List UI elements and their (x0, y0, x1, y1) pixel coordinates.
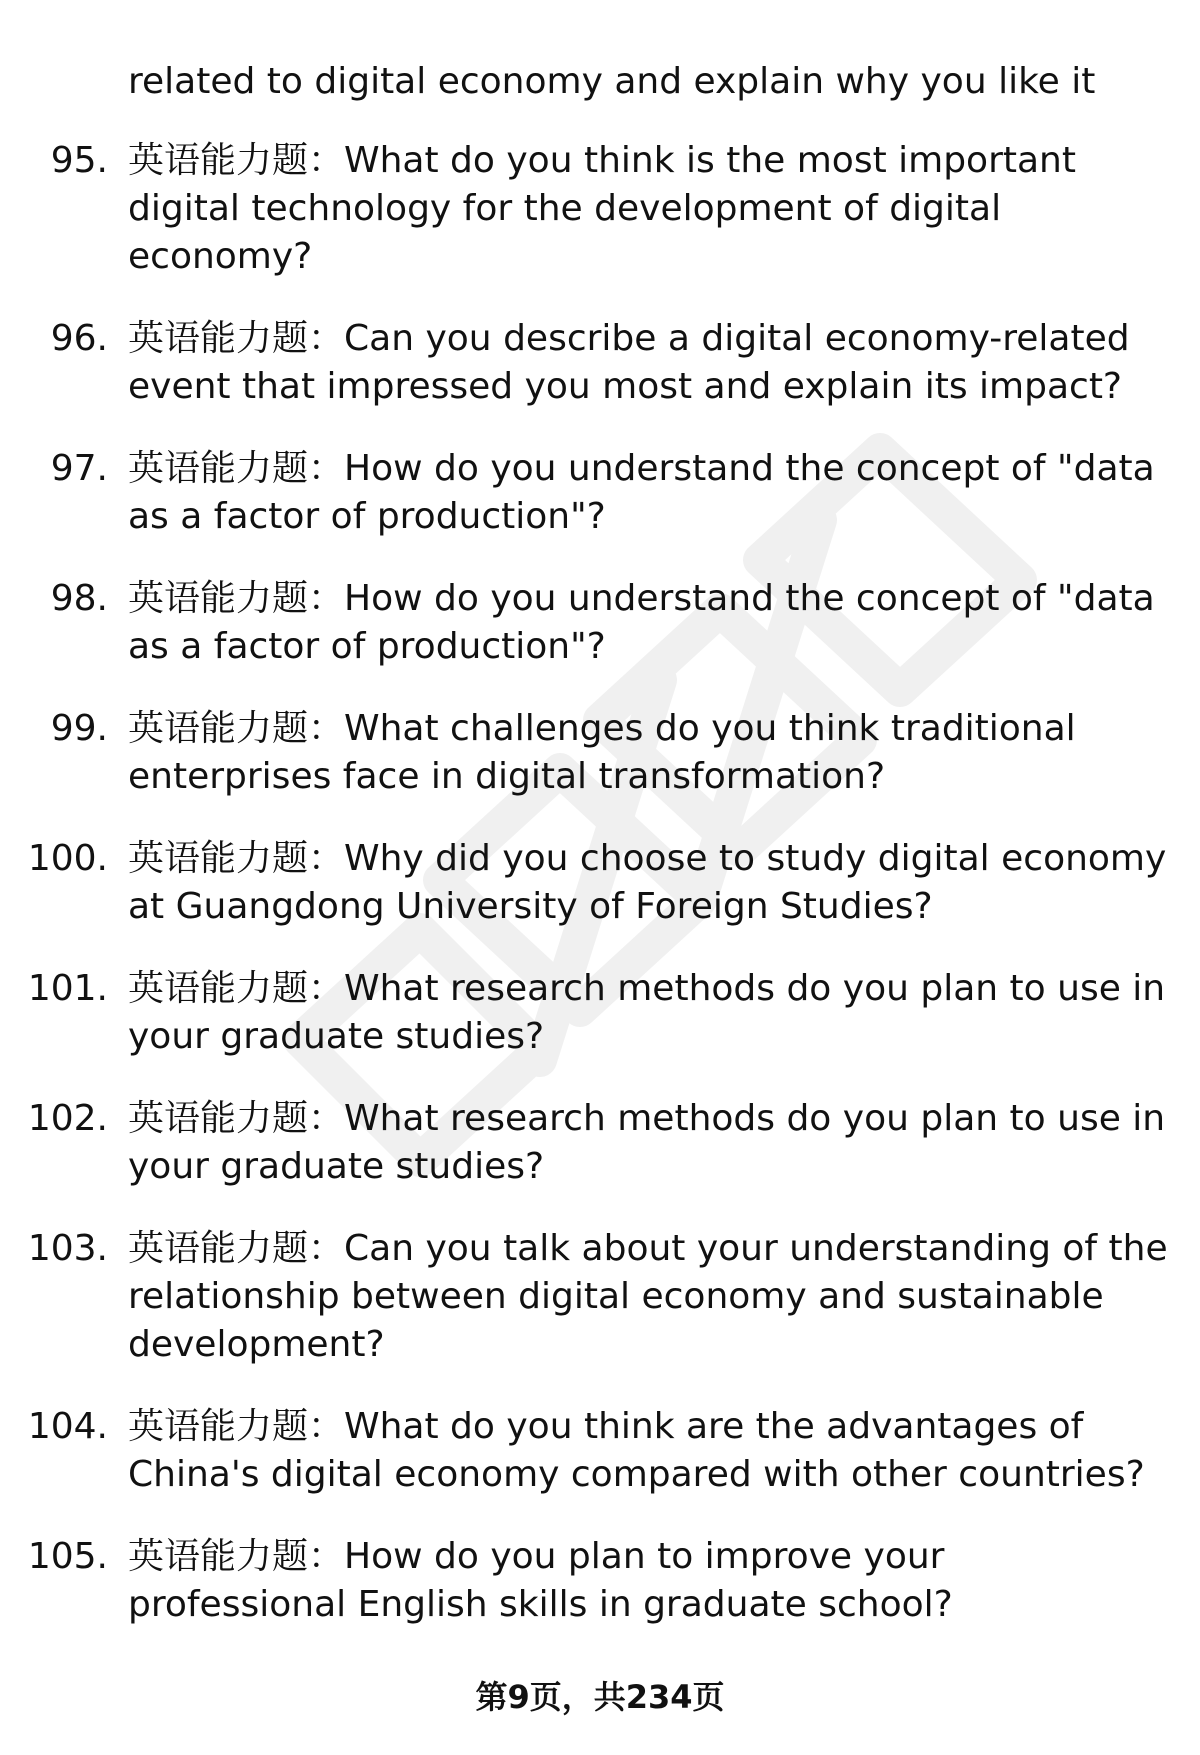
question-text: How do you understand the concept of "data as a factor of production"? (128, 578, 1155, 667)
question-item (0, 1533, 1200, 1629)
question-body (128, 965, 1172, 1061)
question-item (0, 1095, 1200, 1191)
question-tag: 英语能力题： (128, 448, 345, 489)
question-text: What research methods do you plan to use in your graduate studies? (128, 1098, 1166, 1187)
question-tag: 英语能力题： (128, 1228, 345, 1269)
question-text: What research methods do you plan to use in your graduate studies? (128, 968, 1166, 1057)
question-item (0, 137, 1200, 281)
question-item (0, 445, 1200, 541)
question-item (0, 575, 1200, 671)
page-footer: 第9页，共234页 (475, 1678, 725, 1716)
question-number: 102. (27, 1098, 108, 1139)
question-body (128, 1533, 1172, 1629)
question-body (128, 137, 1172, 281)
question-number: 96. (50, 318, 108, 359)
question-item (0, 1225, 1200, 1369)
question-number: 101. (27, 968, 108, 1009)
question-text: How do you plan to improve your professional English skills in graduate school? (128, 1536, 953, 1625)
question-item (0, 315, 1200, 411)
question-text: Can you talk about your understanding of the relationship between digital economy and sustainable development? (128, 1228, 1168, 1365)
question-number: 105. (27, 1536, 108, 1577)
question-number: 95. (50, 140, 108, 181)
question-tag: 英语能力题： (128, 708, 345, 749)
question-tag: 英语能力题： (128, 578, 345, 619)
question-tag: 英语能力题： (128, 838, 345, 879)
question-tag: 英语能力题： (128, 968, 345, 1009)
question-body (128, 1225, 1172, 1369)
question-body (128, 575, 1172, 671)
question-number: 99. (50, 708, 108, 749)
continued-question-text: related to digital economy and explain why you like it (128, 61, 1096, 102)
question-item (0, 835, 1200, 931)
question-tag: 英语能力题： (128, 140, 345, 181)
question-number: 98. (50, 578, 108, 619)
question-body (128, 705, 1172, 801)
question-tag: 英语能力题： (128, 318, 345, 359)
question-tag: 英语能力题： (128, 1098, 345, 1139)
question-text: How do you understand the concept of "data as a factor of production"? (128, 448, 1155, 537)
question-text: What do you think are the advantages of China's digital economy compared with other countries? (128, 1406, 1145, 1495)
question-tag: 英语能力题： (128, 1536, 345, 1577)
question-number: 100. (27, 838, 108, 879)
question-text: Why did you choose to study digital economy at Guangdong University of Foreign Studies? (128, 838, 1167, 927)
question-item (0, 965, 1200, 1061)
question-text: Can you describe a digital economy-related event that impressed you most and explain its impact? (128, 318, 1130, 407)
question-item (0, 705, 1200, 801)
question-number: 104. (27, 1406, 108, 1447)
question-item (0, 1403, 1200, 1499)
question-tag: 英语能力题： (128, 1406, 345, 1447)
question-text: What do you think is the most important digital technology for the development of digital economy? (128, 140, 1076, 277)
question-number: 103. (27, 1228, 108, 1269)
question-body (128, 1095, 1172, 1191)
question-body (128, 1403, 1172, 1499)
question-number: 97. (50, 448, 108, 489)
question-list (0, 137, 1200, 1663)
question-body (128, 835, 1172, 931)
question-text: What challenges do you think traditional enterprises face in digital transformation? (128, 708, 1076, 797)
question-body (128, 445, 1172, 541)
question-body (128, 315, 1172, 411)
